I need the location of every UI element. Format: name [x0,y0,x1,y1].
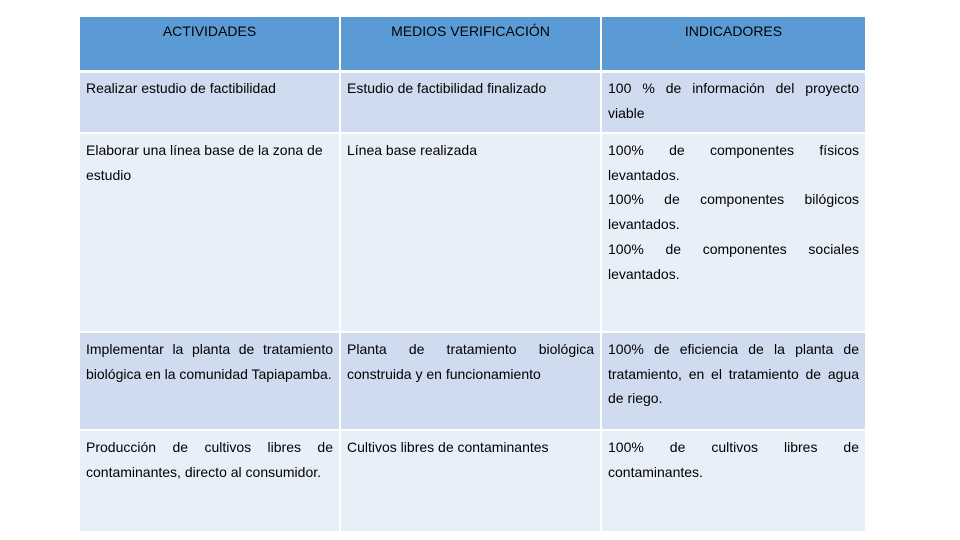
table-header-row [80,17,865,72]
cell-medio: Línea base realizada [340,133,601,332]
cell-actividad: Implementar la planta de tratamiento biológica en la comunidad Tapiapamba. [80,332,340,430]
cell-indicador: 100% de eficiencia de la planta de tratamiento, en el tratamiento de agua de riego. [601,332,865,430]
table-row [80,72,865,134]
indicator-line: 100% de componentes físicos levantados. [608,142,859,183]
header-medios-verificacion: MEDIOS VERIFICACIÓN [340,17,601,72]
cell-indicador: 100% de cultivos libres de contaminantes. [601,430,865,532]
header-actividades: ACTIVIDADES [80,17,340,72]
cell-indicador: 100 % de información del proyecto viable [601,72,865,134]
cell-medio: Estudio de factibilidad finalizado [340,72,601,134]
header-indicadores: INDICADORES [601,17,865,72]
indicator-line: 100% de componentes sociales levantados. [608,240,859,282]
cell-medio: Cultivos libres de contaminantes [340,430,601,532]
cell-actividad: Realizar estudio de factibilidad [80,72,340,134]
activities-table [80,17,865,533]
table-row [80,430,865,532]
cell-medio: Planta de tratamiento biológica construida y en funcionamiento [340,332,601,430]
cell-indicador [601,133,865,332]
table-row [80,332,865,430]
cell-actividad: Producción de cultivos libres de contaminantes, directo al consumidor. [80,430,340,532]
cell-actividad: Elaborar una línea base de la zona de estudio [80,133,340,332]
indicator-line: 100% de componentes bilógicos levantados. [608,191,859,233]
table-row [80,133,865,332]
